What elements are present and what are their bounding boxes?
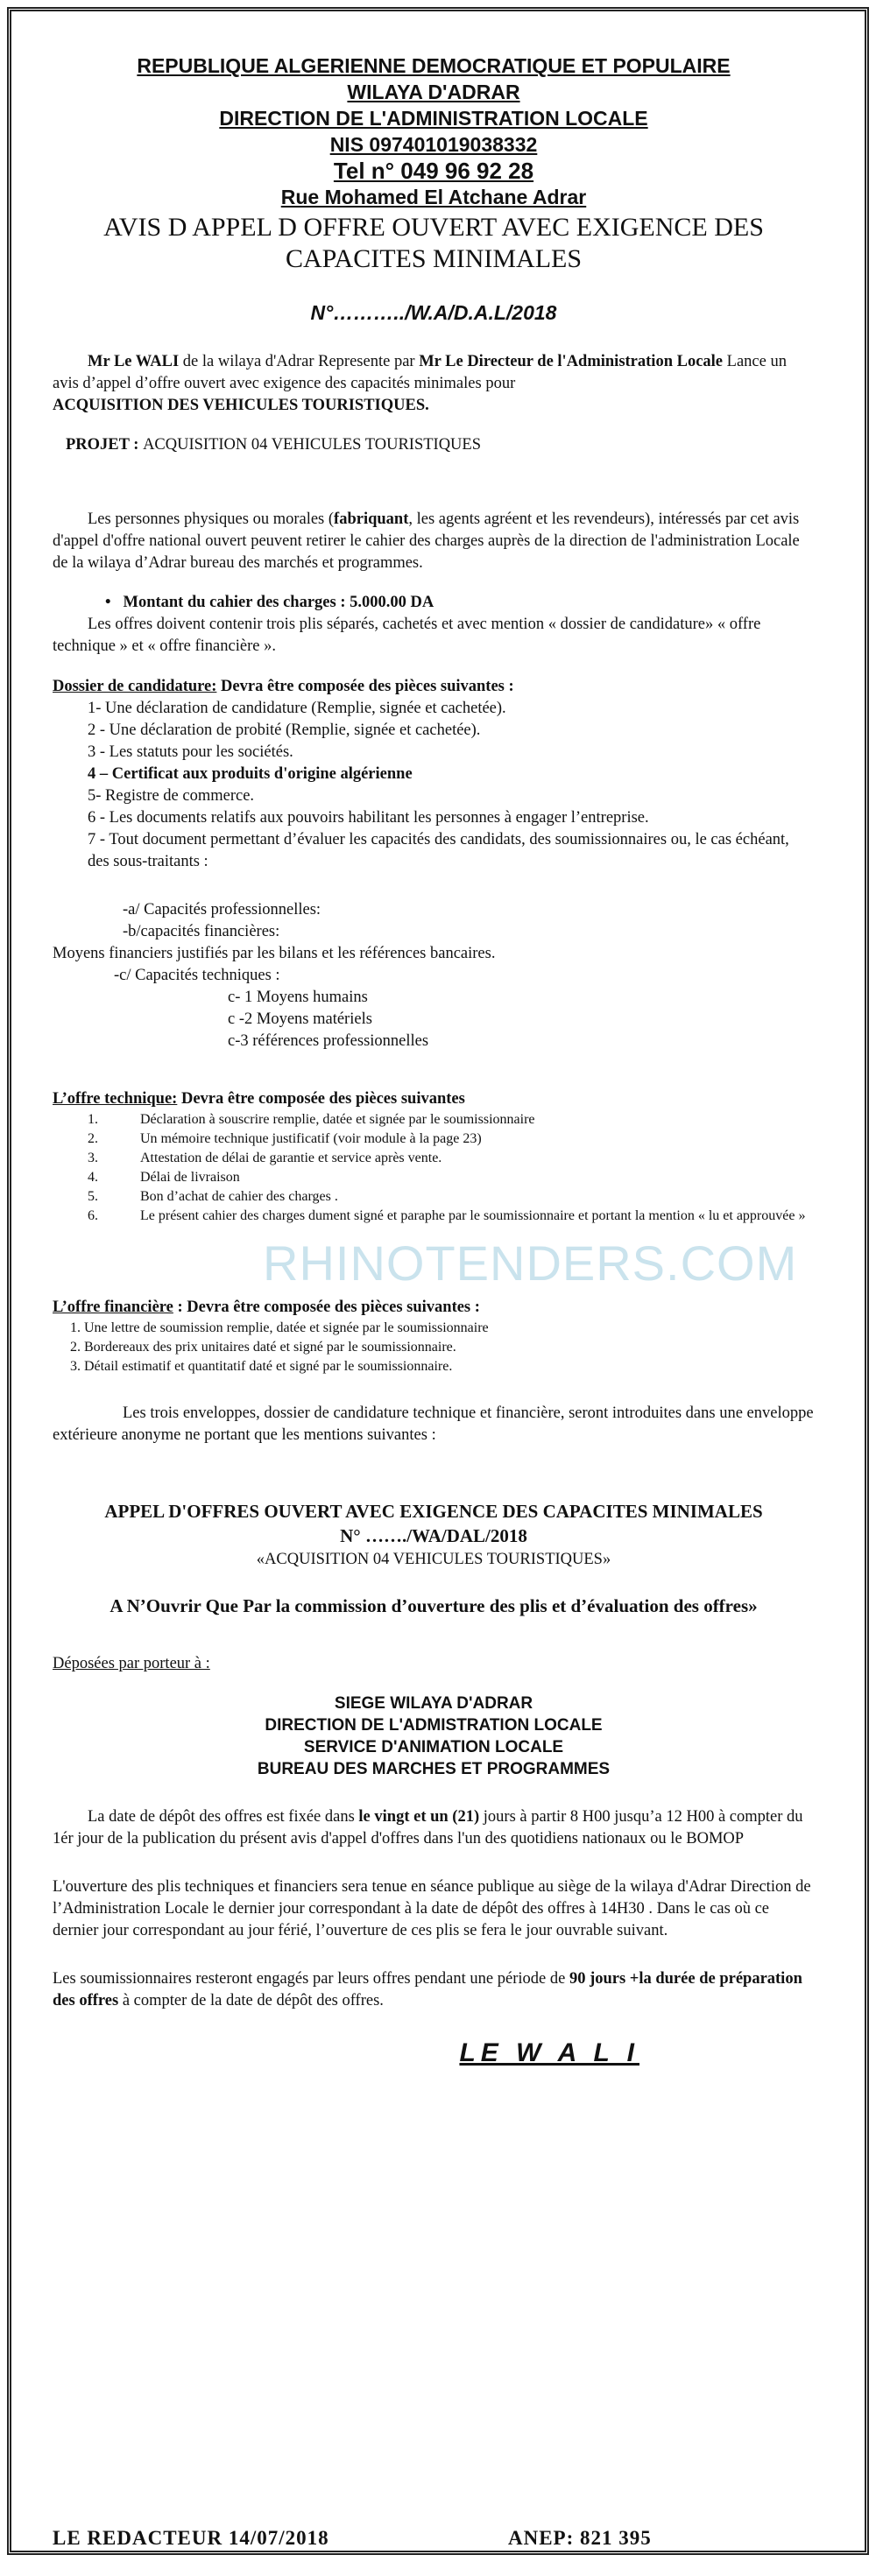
deadline-paragraph: La date de dépôt des offres est fixée dans le vingt et un (21) jours à partir 8 H00 jusqu’a 12 H00 à compter du 1ér jour de la publication du présent avis d'appel d'offres dans l'un des quotidiens nationaux ou le BOMOP [53, 1808, 803, 1848]
letterhead [53, 53, 815, 210]
capacity-professional: -a/ Capacités professionnelles: [123, 901, 321, 918]
republic-name: REPUBLIQUE ALGERIENNE DEMOCRATIQUE ET POPULAIRE [137, 54, 731, 77]
outer-envelope-paragraph: Les trois enveloppes, dossier de candidature technique et financière, seront introduites dans une enveloppe extérieure anonyme ne portant que les mentions suivantes : [53, 1404, 814, 1444]
list-item: 6. Le présent cahier des charges dument signé et paraphe par le soumissionnaire et portant la mention « lu et approuvée » [88, 1208, 806, 1223]
editor-date: LE REDACTEUR 14/07/2018 [53, 2527, 329, 2549]
watermark-text: RHINOTENDERS.COM [263, 1235, 798, 1291]
nis-number: NIS 097401019038332 [329, 133, 538, 156]
capacity-technical-2: c -2 Moyens matériels [228, 1010, 372, 1028]
list-item: 2. Bordereaux des prix unitaires daté et signé par le soumissionnaire. [70, 1340, 456, 1355]
capacity-financial-detail: Moyens financiers justifiés par les bilans et les références bancaires. [53, 945, 496, 962]
candidature-title: Dossier de candidature: Devra être composée des pièces suivantes : [53, 678, 514, 695]
technical-offer-list [53, 1110, 815, 1226]
list-item: 3. Attestation de délai de garantie et service après vente. [88, 1151, 442, 1165]
list-item: 3. Détail estimatif et quantitatif daté et signé par le soumissionnaire. [70, 1359, 453, 1374]
signature-wali: LE W A L I [459, 2038, 639, 2067]
candidature-list [53, 698, 815, 873]
eligibility-paragraph: Les personnes physiques ou morales (fabriquant, les agents agréent et les revendeurs), intéressés par cet avis d'appel d'offre national ouvert peuvent retirer le cahier des charges auprès de la direction de l'administration Locale de la wilaya d’Adrar bureau des marchés et programmes. [53, 510, 800, 572]
wilaya-name: WILAYA D'ADRAR [347, 81, 520, 103]
financial-offer-list [53, 1319, 815, 1376]
capacity-technical-3: c-3 références professionnelles [228, 1032, 429, 1050]
technical-offer-title: L’offre technique: Devra être composée des pièces suivantes [53, 1090, 465, 1108]
list-item: 5- Registre de commerce. [88, 787, 255, 805]
reference-number: N°………../W.A/D.A.L/2018 [310, 301, 557, 324]
capacity-technical-1: c- 1 Moyens humains [228, 989, 368, 1006]
list-item: 2. Un mémoire technique justificatif (voir module à la page 23) [88, 1131, 482, 1146]
tender-notice [53, 53, 815, 2068]
address: Rue Mohamed El Atchane Adrar [280, 186, 587, 208]
specifications-price: • Montant du cahier des charges : 5.000.00 DA [53, 592, 815, 614]
list-item: 4. Délai de livraison [88, 1170, 240, 1185]
phone-number: Tel n° 049 96 92 28 [333, 158, 534, 184]
envelopes-instruction: Les offres doivent contenir trois plis séparés, cachetés et avec mention « dossier de candidature» « offre technique » et « offre financière ». [53, 616, 761, 655]
list-item: 1- Une déclaration de candidature (Remplie, signée et cachetée). [88, 700, 506, 717]
list-item: 1. Une lettre de soumission remplie, datée et signée par le soumissionnaire [70, 1320, 489, 1335]
intro-paragraph: Mr Le WALI de la wilaya d'Adrar Represente par Mr Le Directeur de l'Administration Locale Lance un avis d’appel d’offre ouvert avec exigence des capacités minimales pour ACQUISITION DES VEHICULES TOURISTIQUES. [53, 353, 787, 414]
envelope-mention: APPEL D'OFFRES OUVERT AVEC EXIGENCE DES CAPACITES MINIMALES N° ……./WA/DAL/2018 «ACQUISITION 04 VEHICULES TOURISTIQUES» A N’Ouvrir Que Par la commission d’ouverture des plis et d’évaluation des offres» [104, 1501, 763, 1616]
commitment-paragraph: Les soumissionnaires resteront engagés par leurs offres pendant une période de 90 jours +la durée de préparation des offres à compter de la date de dépôt des offres. [53, 1970, 802, 2009]
delivery-address: SIEGE WILAYA D'ADRAR DIRECTION DE L'ADMISTRATION LOCALE SERVICE D'ANIMATION LOCALE BUREAU DES MARCHES ET PROGRAMMES [257, 1694, 611, 1778]
capacity-technical: -c/ Capacités techniques : [114, 967, 280, 984]
list-item: 6 - Les documents relatifs aux pouvoirs habilitant les personnes à engager l’entreprise. [88, 809, 649, 827]
project-line: PROJET : ACQUISITION 04 VEHICULES TOURISTIQUES [66, 436, 481, 454]
capacity-financial: -b/capacités financières: [123, 923, 280, 940]
footer [53, 2527, 815, 2550]
list-item: 5. Bon d’achat de cahier des charges . [88, 1189, 338, 1204]
list-item: 2 - Une déclaration de probité (Remplie, signée et cachetée). [88, 721, 481, 739]
opening-paragraph: L'ouverture des plis techniques et financiers sera tenue en séance publique au siège de la wilaya d'Adrar Direction de l’Administration Locale le dernier jour correspondant à la date de dépôt des offres à 14H30 . Dans le cas où ce dernier jour correspondant au jour férié, l’ouverture de ces plis se fera le jour ouvrable suivant. [53, 1878, 811, 1939]
financial-offer-title: L’offre financière : Devra être composée des pièces suivantes : [53, 1299, 480, 1316]
list-item: 7 - Tout document permettant d’évaluer les capacités des candidats, des soumissionnaires ou, le cas échéant, des sous-traitants : [88, 831, 789, 870]
delivered-by-label: Déposées par porteur à : [53, 1655, 210, 1672]
list-item: 4 – Certificat aux produits d'origine algérienne [88, 765, 413, 783]
list-item: 3 - Les statuts pour les sociétés. [88, 743, 293, 761]
direction-name: DIRECTION DE L'ADMINISTRATION LOCALE [219, 107, 648, 130]
anep-number: ANEP: 821 395 [508, 2527, 652, 2549]
list-item: 1. Déclaration à souscrire remplie, datée et signée par le soumissionnaire [88, 1112, 535, 1127]
notice-title: AVIS D APPEL D OFFRE OUVERT AVEC EXIGENCE DES CAPACITES MINIMALES [103, 213, 764, 273]
